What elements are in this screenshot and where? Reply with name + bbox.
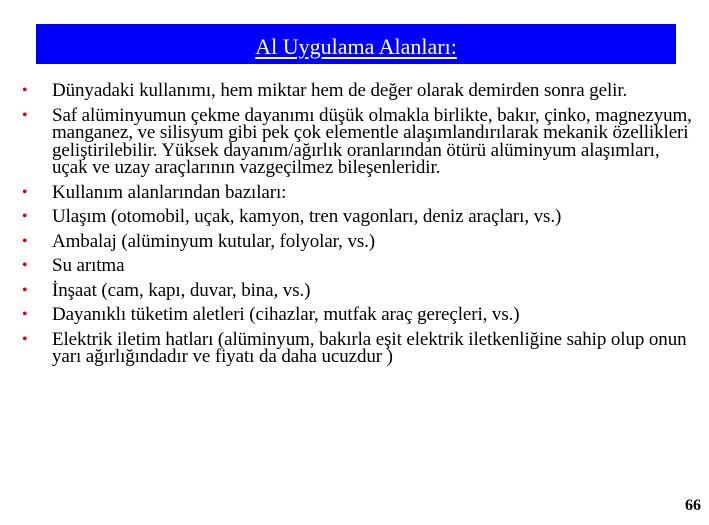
bullet-icon: • — [22, 82, 28, 99]
bullet-item — [22, 306, 692, 324]
bullet-text: İnşaat (cam, kapı, duvar, bina, vs.) — [52, 279, 311, 301]
bullet-item — [22, 82, 692, 100]
bullet-icon: • — [22, 257, 28, 274]
bullet-item — [22, 328, 692, 367]
slide-title: Al Uygulama Alanları: — [255, 34, 457, 59]
bullet-item — [22, 230, 692, 252]
bullet-text: Ambalaj (alüminyum kutular, folyolar, vs.) — [52, 230, 376, 252]
bullet-icon: • — [22, 106, 28, 124]
bullet-item — [22, 208, 692, 226]
bullet-item — [22, 257, 692, 275]
bullet-icon: • — [22, 232, 28, 250]
bullet-text: Dünyadaki kullanımı, hem miktar hem de değer olarak demirden sonra gelir. — [52, 80, 628, 101]
bullet-icon: • — [22, 208, 28, 225]
bullet-text: Kullanım alanlarından bazıları: — [52, 181, 287, 203]
bullet-item — [22, 181, 692, 203]
bullet-item — [22, 104, 692, 178]
bullet-icon: • — [22, 183, 28, 201]
bullet-icon: • — [22, 306, 28, 323]
bullet-icon: • — [22, 281, 28, 299]
bullet-text: Su arıtma — [52, 255, 125, 276]
bullet-text: Elektrik iletim hatları (alüminyum, bakırla eşit elektrik iletkenliğine sahip olup onun yarı ağırlığındadır ve fiyatı da daha ucuzdur ) — [52, 328, 687, 367]
bullet-text: Dayanıklı tüketim aletleri (cihazlar, mutfak araç gereçleri, vs.) — [52, 304, 520, 325]
title-bar — [36, 24, 676, 64]
bullet-text: Ulaşım (otomobil, uçak, kamyon, tren vagonları, deniz araçları, vs.) — [52, 206, 562, 227]
bullet-item — [22, 279, 692, 301]
bullet-list — [22, 82, 692, 373]
bullet-text: Saf alüminyumun çekme dayanımı düşük olmakla birlikte, bakır, çinko, magnezyum, manganez, ve silisyum gibi pek çok elementle alaşımlandırılarak mekanik özellikleri geliştirilebilir. Yüksek dayanım/ağırlık oranlarından ötürü alüminyum alaşımları, uçak ve uzay araçlarının vazgeçilmez bileşenleridir. — [52, 104, 692, 178]
page-number: 66 — [685, 497, 701, 514]
bullet-icon: • — [22, 330, 28, 348]
